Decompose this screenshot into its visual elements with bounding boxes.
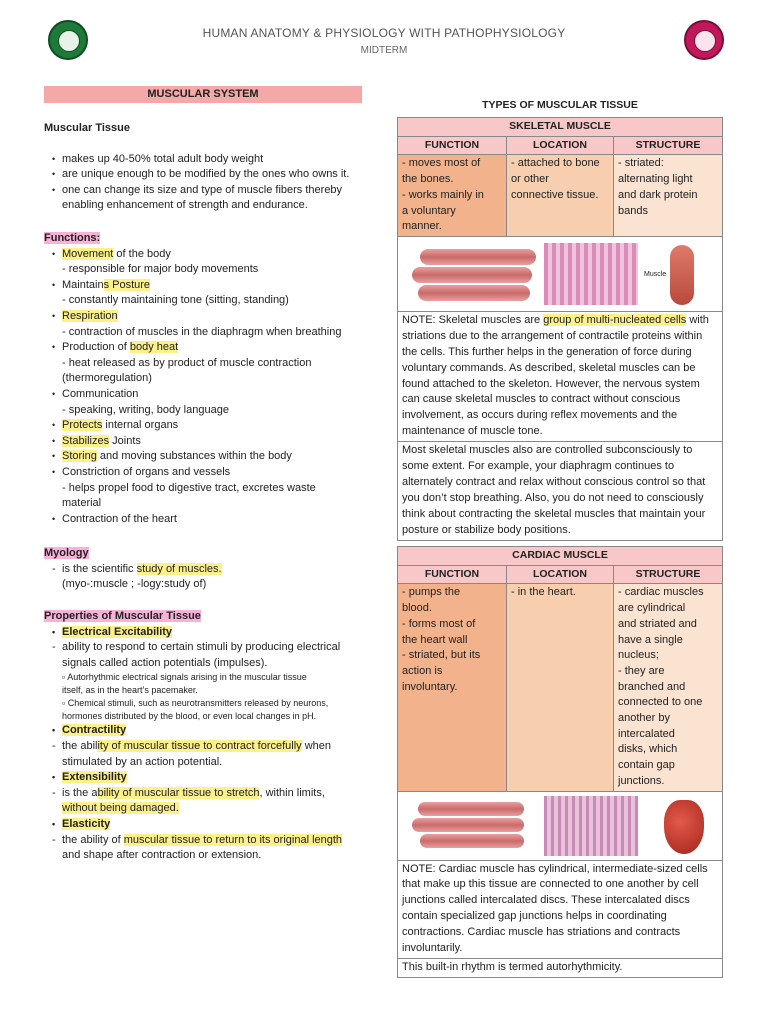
cell-line: - striated:	[618, 157, 664, 170]
function-text: Communication	[62, 387, 139, 400]
myology-etymology: (myo-:muscle ; -logy:study of)	[62, 578, 207, 591]
extensibility-text: is the a	[62, 786, 98, 799]
skeletal-location-cell	[507, 155, 614, 237]
function-text: Maintain	[62, 278, 104, 291]
myology-text: is the scientific	[62, 562, 137, 575]
functions-heading: Functions:	[44, 232, 101, 244]
function-text: Contraction of the heart	[62, 512, 177, 525]
cardiac-function-cell	[398, 584, 507, 791]
page-subtitle: MIDTERM	[360, 45, 408, 56]
column-header: FUNCTION	[398, 565, 507, 584]
contractility-title: Contractility	[62, 724, 127, 737]
cell-line: are cylindrical	[618, 602, 686, 615]
cell-line: nucleus;	[618, 649, 659, 662]
cell-line: - striated, but its	[402, 649, 481, 662]
function-item	[44, 247, 384, 263]
skeletal-illustration	[398, 236, 723, 311]
column-header: LOCATION	[507, 565, 614, 584]
function-item	[44, 512, 384, 528]
function-highlight: s Posture	[103, 278, 151, 291]
cell-line: and striated and	[618, 617, 697, 630]
cell-line: connective tissue.	[511, 188, 599, 201]
section-title: MUSCULAR SYSTEM	[44, 86, 362, 103]
function-text: Constriction of organs and vessels	[62, 465, 231, 478]
cell-line: bands	[618, 204, 648, 217]
function-item	[44, 434, 384, 450]
cell-line: - forms most of	[402, 617, 476, 630]
cell-line: - attached to bone	[511, 157, 600, 170]
extensibility-highlight: bility of muscular tissue to stretch	[97, 786, 260, 799]
list-item: • makes up 40-50% total adult body weight	[44, 152, 384, 168]
note-highlight: group of multi-nucleated cells	[543, 313, 687, 326]
cell-line: branched and	[618, 680, 686, 693]
elasticity-text: the ability of	[62, 833, 124, 846]
note-text: with striations due to the arrangement of contractile proteins within the cells. This further helps in the generation of force during voluntary commands. As described, skeletal muscles can be found attached to the skeleton. However, the nervous system can cause skeletal muscles to contract without conscious involvement, as occurs during reflex movements and the maintenance of muscle tone.	[402, 313, 709, 438]
myology-highlight: study of muscles.	[136, 562, 222, 575]
column-header: STRUCTURE	[614, 136, 723, 155]
excitability-note-cont: itself, as in the heart’s pacemaker.	[62, 685, 198, 696]
cell-line: - they are	[618, 664, 665, 677]
note-text: NOTE: Skeletal muscles are	[402, 313, 544, 326]
cardiac-illustration	[398, 791, 723, 860]
function-text: internal organs	[102, 419, 179, 432]
cell-line: involuntary.	[402, 680, 458, 693]
extensibility-text-end: , within limits,	[259, 786, 325, 799]
cell-line: a voluntary	[402, 204, 456, 217]
skeletal-note-2: Most skeletal muscles also are controlled subconsciously to some extent. For example, your diaphragm continues to alternately contract and relax without conscious control so that you don’t stop breathing. Also, you do not need to consciously think about contracting the skeletal muscles that maintain your posture or stabilize body positions.	[398, 442, 723, 540]
function-text: and moving substances within the body	[96, 450, 292, 463]
function-item	[44, 465, 384, 481]
function-subtext: - responsible for major body movements	[62, 263, 259, 276]
elasticity-text-cont: and shape after contraction or extension.	[62, 849, 262, 862]
skeletal-function-cell	[398, 155, 507, 237]
function-subtext: - constantly maintaining tone (sitting, standing)	[62, 294, 289, 307]
cardiac-note: NOTE: Cardiac muscle has cylindrical, intermediate-sized cells that make up this tissue are connected to one another by cell junctions called intercalated discs. These intercalated discs contain specialized gap junctions helps in coordinating contractions. Cardiac muscle has striations and contracts involuntarily.	[398, 860, 723, 958]
cell-line: - pumps the	[402, 586, 461, 599]
cell-line: - cardiac muscles	[618, 586, 704, 599]
function-subtext: - heat released as by product of muscle contraction	[62, 356, 312, 369]
contractility-highlight: ity of muscular tissue to contract forcefully	[97, 739, 302, 752]
function-item	[44, 387, 384, 403]
cardiac-muscle-table	[397, 546, 723, 978]
column-header: STRUCTURE	[614, 565, 723, 584]
function-item	[44, 278, 384, 294]
types-title: TYPES OF MUSCULAR TISSUE	[482, 99, 638, 111]
cell-line: manner.	[402, 220, 442, 233]
functions-list	[44, 247, 384, 528]
muscular-tissue-section	[44, 121, 384, 214]
contractility-text-end: when	[301, 739, 332, 752]
cell-line: disks, which	[618, 743, 678, 756]
properties-section	[44, 609, 384, 864]
cell-line: have a single	[618, 633, 683, 646]
skeletal-note	[398, 311, 723, 441]
function-item	[44, 449, 384, 465]
function-item	[44, 340, 384, 356]
excitability-desc: - ability to respond to certain stimuli by producing electrical	[44, 640, 384, 656]
function-highlight: Stabilizes	[62, 434, 110, 447]
cell-line: action is	[402, 664, 443, 677]
cardiac-title: CARDIAC MUSCLE	[398, 547, 723, 566]
cell-line: - works mainly in	[402, 188, 484, 201]
excitability-note: ▫ Autorhythmic electrical signals arising in the muscular tissue	[62, 672, 307, 683]
cell-line: and dark protein	[618, 188, 698, 201]
function-highlight: Respiration	[62, 309, 118, 322]
contractility-text: the abil	[62, 739, 98, 752]
cell-line: contain gap	[618, 759, 675, 772]
page-title: HUMAN ANATOMY & PHYSIOLOGY WITH PATHOPHYSIOLOGY	[202, 26, 566, 40]
function-highlight: Movement	[62, 247, 114, 260]
function-highlight: Protects	[62, 419, 103, 432]
list-item: • are unique enough to be modified by the ones who owns it.	[44, 167, 384, 183]
functions-section	[44, 231, 384, 527]
contractility-text-cont: stimulated by an action potential.	[62, 755, 223, 768]
cell-line: intercalated	[618, 727, 675, 740]
cell-line: another by	[618, 712, 670, 725]
function-subtext: - speaking, writing, body language	[62, 403, 229, 416]
list-item-continued: enabling enhancement of strength and endurance.	[62, 199, 308, 212]
elasticity-highlight: muscular tissue to return to its original length	[123, 833, 343, 846]
function-item	[44, 309, 384, 325]
myology-heading: Myology	[44, 547, 89, 559]
column-header: FUNCTION	[398, 136, 507, 155]
heart-icon	[664, 800, 704, 854]
excitability-title: Electrical Excitability	[62, 625, 173, 638]
extensibility-title: Extensibility	[62, 771, 127, 784]
cell-line: junctions.	[618, 774, 665, 787]
cardiac-note-2: This built-in rhythm is termed autorhythmicity.	[398, 958, 723, 977]
cell-line: connected to one	[618, 696, 703, 709]
function-highlight: body heat	[129, 341, 179, 354]
list-item: • one can change its size and type of muscle fibers thereby	[44, 183, 384, 199]
cell-line: alternating light	[618, 173, 693, 186]
cardiac-location-cell	[507, 584, 614, 791]
function-item	[44, 418, 384, 434]
excitability-note: ▫ Chemical stimuli, such as neurotransmitters released by neurons,	[62, 698, 329, 709]
skeletal-muscle-table	[397, 117, 723, 541]
function-highlight: Storing	[62, 450, 97, 463]
cell-line: the bones.	[402, 173, 454, 186]
function-subtext: - contraction of muscles in the diaphragm when breathing	[62, 325, 342, 338]
function-subtext: (thermoregulation)	[62, 372, 152, 385]
skeletal-title: SKELETAL MUSCLE	[398, 118, 723, 137]
muscular-tissue-heading: Muscular Tissue	[44, 122, 130, 134]
muscle-label: Muscle	[644, 270, 667, 278]
excitability-desc-cont: signals called action potentials (impulses).	[62, 656, 268, 669]
excitability-note-cont: hormones distributed by the blood, or even local changes in pH.	[62, 711, 317, 722]
function-subtext: - helps propel food to digestive tract, excretes waste	[62, 481, 316, 494]
cell-line: - moves most of	[402, 157, 481, 170]
cardiac-structure-cell	[614, 584, 723, 791]
elasticity-title: Elasticity	[62, 817, 111, 830]
extensibility-text-cont: without being damaged.	[62, 802, 179, 815]
cell-line: or other	[511, 173, 549, 186]
function-subtext: material	[62, 497, 102, 510]
properties-heading: Properties of Muscular Tissue	[44, 610, 201, 622]
myology-section	[44, 546, 384, 593]
function-text: Production of	[62, 341, 130, 354]
cell-line: the heart wall	[402, 633, 468, 646]
cell-line: blood.	[402, 602, 432, 615]
column-header: LOCATION	[507, 136, 614, 155]
function-text: of the body	[113, 247, 171, 260]
skeletal-structure-cell	[614, 155, 723, 237]
cell-line: - in the heart.	[511, 586, 576, 599]
function-text: Joints	[109, 434, 141, 447]
